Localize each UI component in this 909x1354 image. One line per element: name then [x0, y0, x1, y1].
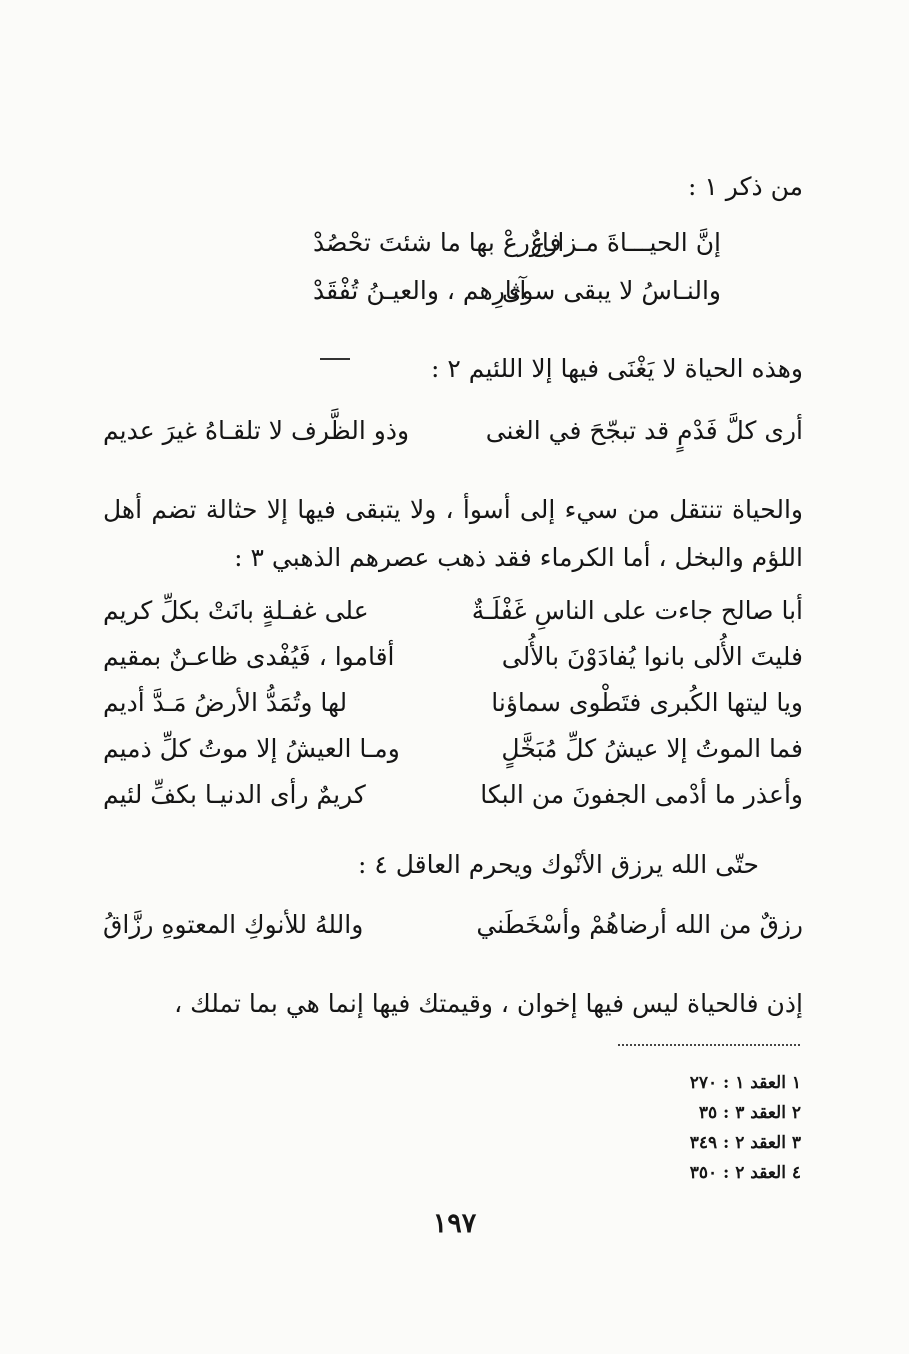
intro-line-1: من ذكر ١ :: [688, 172, 803, 201]
poem3-verse-5: [103, 780, 803, 818]
hemistich-first: إنَّ الحيـــاةَ مـزارعٌ: [530, 228, 721, 257]
hemistich-first: أبا صالح جاءت على الناسِ غَفْلَـةٌ: [471, 596, 803, 625]
hemistich-second: كريمٌ رأى الدنيـا بكفِّ لئيم: [103, 780, 366, 809]
intro-line-3: حتّى الله يرزق الأنْوك ويحرم العاقل ٤ :: [357, 850, 759, 879]
hemistich-first: فليتَ الأُلى بانوا يُفادَوْنَ بالأُلى: [501, 642, 803, 671]
hemistich-first: أرى كلَّ فَدْمٍ قد تبجّحَ في الغنى: [485, 416, 803, 445]
hemistich-second: على غفـلةٍ بانَتْ بكلِّ كريم: [103, 596, 369, 625]
hemistich-second: أقاموا ، فَيُفْدى ظاعـنٌ بمقيم: [103, 642, 395, 671]
hemistich-second: آثارِهم ، والعيـنُ تُفْقَدْ: [313, 276, 527, 305]
hemistich-first: وأعذر ما أدْمى الجفونَ من البكا: [480, 780, 803, 809]
poem3-verse-2: [103, 642, 803, 680]
hemistich-first: والنـاسُ لا يبقى سوى: [501, 276, 721, 305]
poem2-verse-1: [103, 416, 803, 454]
poem3-verse-4: [103, 734, 803, 772]
paragraph-1: والحياة تنتقل من سيء إلى أسوأ ، ولا يتبقى فيها إلا حثالة تضم أهل اللؤم والبخل ، أما الكرماء فقد ذهب عصرهم الذهبي ٣ :: [103, 495, 803, 572]
hemistich-second: لها وتُمَدُّ الأرضُ مَـدَّ أديم: [103, 688, 348, 717]
intro-line-2: وهذه الحياة لا يَغْنَى فيها إلا اللئيم ٢ :: [431, 354, 803, 383]
hemistich-second: ومـا العيشُ إلا موتُ كلِّ ذميم: [103, 734, 400, 763]
paragraph-2: إذن فالحياة ليس فيها إخوان ، وقيمتك فيها إنما هي بما تملك ،: [174, 989, 803, 1018]
poem3-verse-3: [103, 688, 803, 726]
footnote-3: ٣ العقد ٢ : ٣٤٩: [689, 1133, 801, 1153]
hemistich-first: ويا ليتها الكُبرى فتَطْوى سماؤنا: [491, 688, 803, 717]
poem4-verse-1: [103, 910, 803, 948]
page-number: ١٩٧: [432, 1208, 477, 1239]
footnote-1: ١ العقد ١ : ٢٧٠: [689, 1073, 801, 1093]
hemistich-second: فازرعْ بها ما شئتَ تحْصُدْ: [313, 228, 562, 257]
poem1-verse-1: [103, 228, 803, 266]
footnote-4: ٤ العقد ٢ : ٣٥٠: [689, 1163, 801, 1183]
footnote-2: ٢ العقد ٣ : ٣٥: [698, 1103, 801, 1123]
hemistich-second: واللهُ للأنوكِ المعتوهِ رزَّاقُ: [103, 910, 364, 939]
hemistich-first: فما الموتُ إلا عيشُ كلِّ مُبَخَّلٍ: [501, 734, 803, 763]
poem3-verse-1: [103, 596, 803, 634]
poem1-verse-2: [103, 276, 803, 314]
hemistich-first: رزقٌ من الله أرضاهُمْ وأسْخَطَني: [476, 910, 803, 939]
hemistich-second: وذو الظَّرف لا تلقـاهُ غيرَ عديم: [103, 416, 410, 445]
footnote-rule: [618, 1044, 800, 1046]
